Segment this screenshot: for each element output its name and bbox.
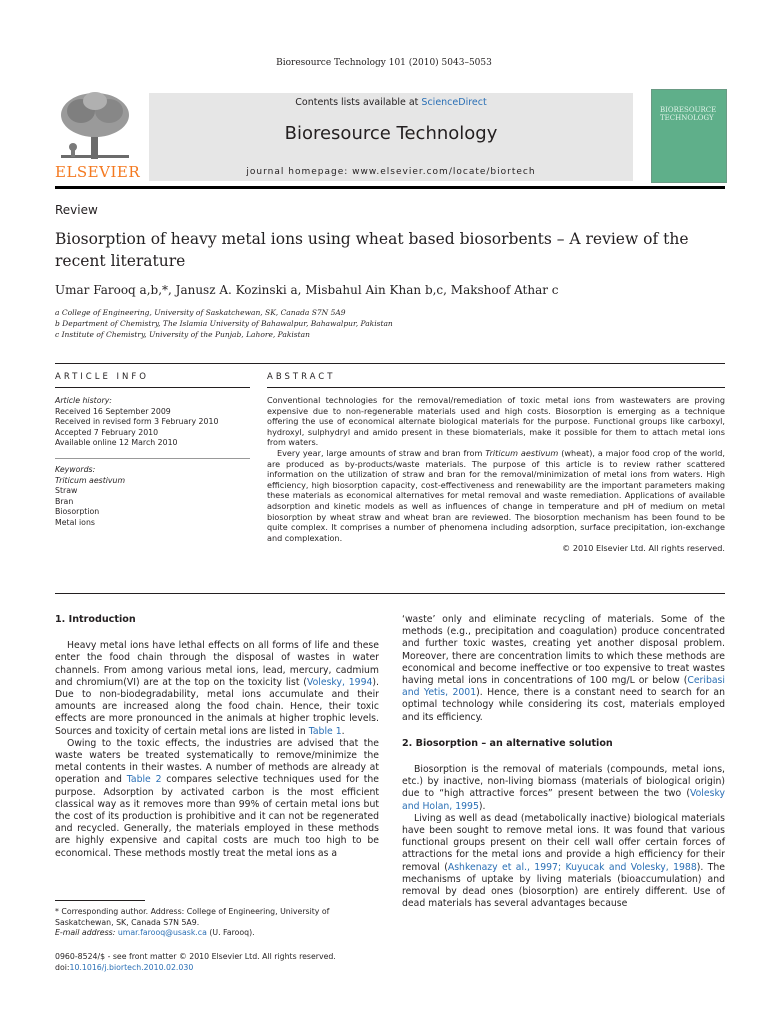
article-history: [55, 396, 255, 449]
publication-info: [55, 952, 455, 973]
keyword: Bran: [55, 496, 74, 506]
history-received: Received 16 September 2009: [55, 406, 171, 416]
article-info-heading: ARTICLE INFO: [55, 372, 149, 382]
table-link[interactable]: Table 2: [126, 774, 162, 786]
affiliations: [55, 307, 393, 340]
abstract-body: [267, 395, 725, 554]
cover-title: BIORESOURCE TECHNOLOGY: [660, 106, 717, 122]
abstract-paragraph: Conventional technologies for the removal/remediation of toxic metal ions from wastewaters are proving expensive due to non-regenerable materials used and high costs. Biosorption is emerging as a technique offering the use of economical alternate biological materials for the purpose. Functional groups like carboxyl, hydroxyl, sulphydryl and amido present in these biomaterials, make it possible for them to attach metal ions from waters.: [267, 395, 725, 448]
journal-info-box: [149, 93, 633, 181]
left-column: [55, 614, 379, 860]
article-type: Review: [55, 203, 98, 217]
section-heading-introduction: 1. Introduction: [55, 614, 136, 625]
citation-link[interactable]: Volesky, 1994: [306, 676, 373, 688]
citation-link[interactable]: Volesky and Holan, 1995: [402, 788, 725, 812]
footnote: [55, 907, 379, 939]
email-line: E-mail address: umar.farooq@usask.ca (U. Farooq).: [55, 928, 255, 937]
keywords: [55, 465, 255, 528]
abstract-heading: ABSTRACT: [267, 372, 336, 382]
citation-link[interactable]: Ceribasi and Yetis, 2001: [402, 675, 725, 699]
journal-citation: Bioresource Technology 101 (2010) 5043–5053: [276, 58, 492, 68]
doi-line: doi:10.1016/j.biortech.2010.02.030: [55, 962, 194, 972]
keyword: Triticum aestivum: [55, 475, 126, 485]
affiliation-b: b Department of Chemistry, The Islamia University of Bahawalpur, Bahawalpur, Pakistan: [55, 319, 393, 328]
elsevier-logo[interactable]: [55, 89, 141, 181]
header-divider: [55, 186, 725, 189]
email-link[interactable]: umar.farooq@usask.ca: [117, 928, 207, 937]
table-link[interactable]: Table 1: [308, 725, 342, 737]
keyword: Straw: [55, 486, 78, 495]
elsevier-wordmark: ELSEVIER: [55, 163, 141, 181]
footnote-divider: [55, 900, 145, 901]
journal-cover-image[interactable]: [651, 89, 727, 183]
abstract-paragraph: Every year, large amounts of straw and bran from Triticum aestivum (wheat), a major food crop of the world, are produced as by-products/waste materials. The purpose of this article is to review rather scattered information on the utilization of straw and bran for the removal/minimization of metal ions from waters. High efficiency, high biosorption capacity, cost-effectiveness and renewability are the important parameters making these materials as economical alternatives for metal removal and waste remediation. Applications of available adsorption and kinetic models as well as influences of change in temperature and pH of medium on metal biosorption by wheat straw and wheat bran are reviewed. The biosorption mechanism has been found to be quite complex. It comprises a number of phenomena including adsorption, surface precipitation, ion-exchange and complexation.: [267, 447, 725, 543]
corresponding-author-note: * Corresponding author. Address: College of Engineering, University of Saskatchewan, SK, Canada S7N 5A9.: [55, 907, 330, 927]
affiliation-c: c Institute of Chemistry, University of the Punjab, Lahore, Pakistan: [55, 330, 310, 339]
info-subdivider: [55, 387, 250, 388]
keyword: Biosorption: [55, 507, 100, 516]
keyword: Metal ions: [55, 517, 95, 527]
affiliation-a: a College of Engineering, University of Saskatchewan, SK, Canada S7N 5A9: [55, 308, 346, 317]
abstract-copyright: © 2010 Elsevier Ltd. All rights reserved.: [562, 543, 725, 554]
article-title: Biosorption of heavy metal ions using wheat based biosorbents – A review of the recent literature: [55, 230, 689, 270]
contents-prefix: Contents lists available at: [295, 97, 422, 108]
journal-banner: [55, 89, 725, 187]
article-authors: Umar Farooq a,b,*, Janusz A. Kozinski a, Misbahul Ain Khan b,c, Makshoof Athar c: [55, 283, 559, 297]
abstract-subdivider: [267, 387, 725, 388]
body-paragraph: Heavy metal ions have lethal effects on all forms of life and these enter the food chain through the disposal of wastes in water channels. From among various metal ions, lead, mercury, cadmium and chromium(VI) are at the top on the toxicity list (Volesky, 1994). Due to non-biodegradability, metal ions accumulate and their amounts are increased along the food chain. Hence, their toxic effects are more pronounced in the animals at higher trophic levels. Sources and toxicity of certain metal ions are listed in Table 1.: [55, 640, 379, 737]
body-paragraph: Owing to the toxic effects, the industries are advised that the waste waters be treated systematically to remove/minimize the metal contents in their wastes. A number of methods are already at operation and Table 2 compares selective techniques used for the purpose. Adsorption by activated carbon is the most efficient classical way as it removes more than 99% of certain metal ions but the cost of its production is prohibitive and it can not be regenerated and recycled. Generally, the materials employed in these methods are highly expensive and capital costs are much too high to be economical. These methods mostly treat the metal ions as a: [55, 737, 379, 859]
history-revised: Received in revised form 3 February 2010: [55, 417, 219, 426]
journal-homepage[interactable]: journal homepage: www.elsevier.com/locate/biortech: [246, 167, 536, 177]
section-heading-biosorption: 2. Biosorption – an alternative solution: [402, 737, 613, 749]
sciencedirect-link[interactable]: ScienceDirect: [421, 97, 487, 108]
history-label: Article history:: [55, 396, 112, 405]
body-paragraph: Living as well as dead (metabolically inactive) biological materials have been sought to remove metal ions. It was found that various functional groups present on their cell wall offer certain forces of attractions for the metal ions and provide a high efficiency for their removal (Ashkenazy et al., 1997; Kuyucak and Volesky, 1988). The mechanisms of uptake by living materials (bioaccumulation) and removal by dead ones (biosorption) are entirely different. Use of dead materials has several advantages because: [402, 812, 725, 910]
abstract-divider-bottom: [55, 593, 725, 594]
doi-link[interactable]: 10.1016/j.biortech.2010.02.030: [69, 962, 194, 972]
contents-line: [149, 97, 633, 108]
right-column: [402, 614, 725, 910]
tree-icon: [55, 89, 135, 163]
keywords-divider: [55, 458, 250, 459]
citation-link[interactable]: Ashkenazy et al., 1997; Kuyucak and Volesky, 1988: [447, 861, 697, 873]
history-online: Available online 12 March 2010: [55, 438, 178, 447]
journal-title: Bioresource Technology: [284, 123, 498, 144]
body-paragraph: Biosorption is the removal of materials (compounds, metal ions, etc.) by inactive, non-living biomass (materials of biological origin) due to “high attractive forces” present between the two (Volesky and Holan, 1995).: [402, 764, 725, 812]
body-paragraph: ‘waste’ only and eliminate recycling of materials. Some of the methods (e.g., precipitation and coagulation) produce concentrated and further toxic wastes, creating yet another disposal problem. Moreover, there are concentration limits to which these methods are economical and become ineffective or too expensive to treat wastes having metal ions in concentrations of 100 mg/L or below (Ceribasi and Yetis, 2001). Hence, there is a constant need to search for an optimal technology while considering its cost, materials employed and its efficiency.: [402, 614, 725, 723]
info-divider-top: [55, 363, 725, 364]
keywords-label: Keywords:: [55, 465, 96, 474]
history-accepted: Accepted 7 February 2010: [55, 427, 159, 437]
issn-line: 0960-8524/$ - see front matter © 2010 Elsevier Ltd. All rights reserved.: [55, 952, 336, 961]
